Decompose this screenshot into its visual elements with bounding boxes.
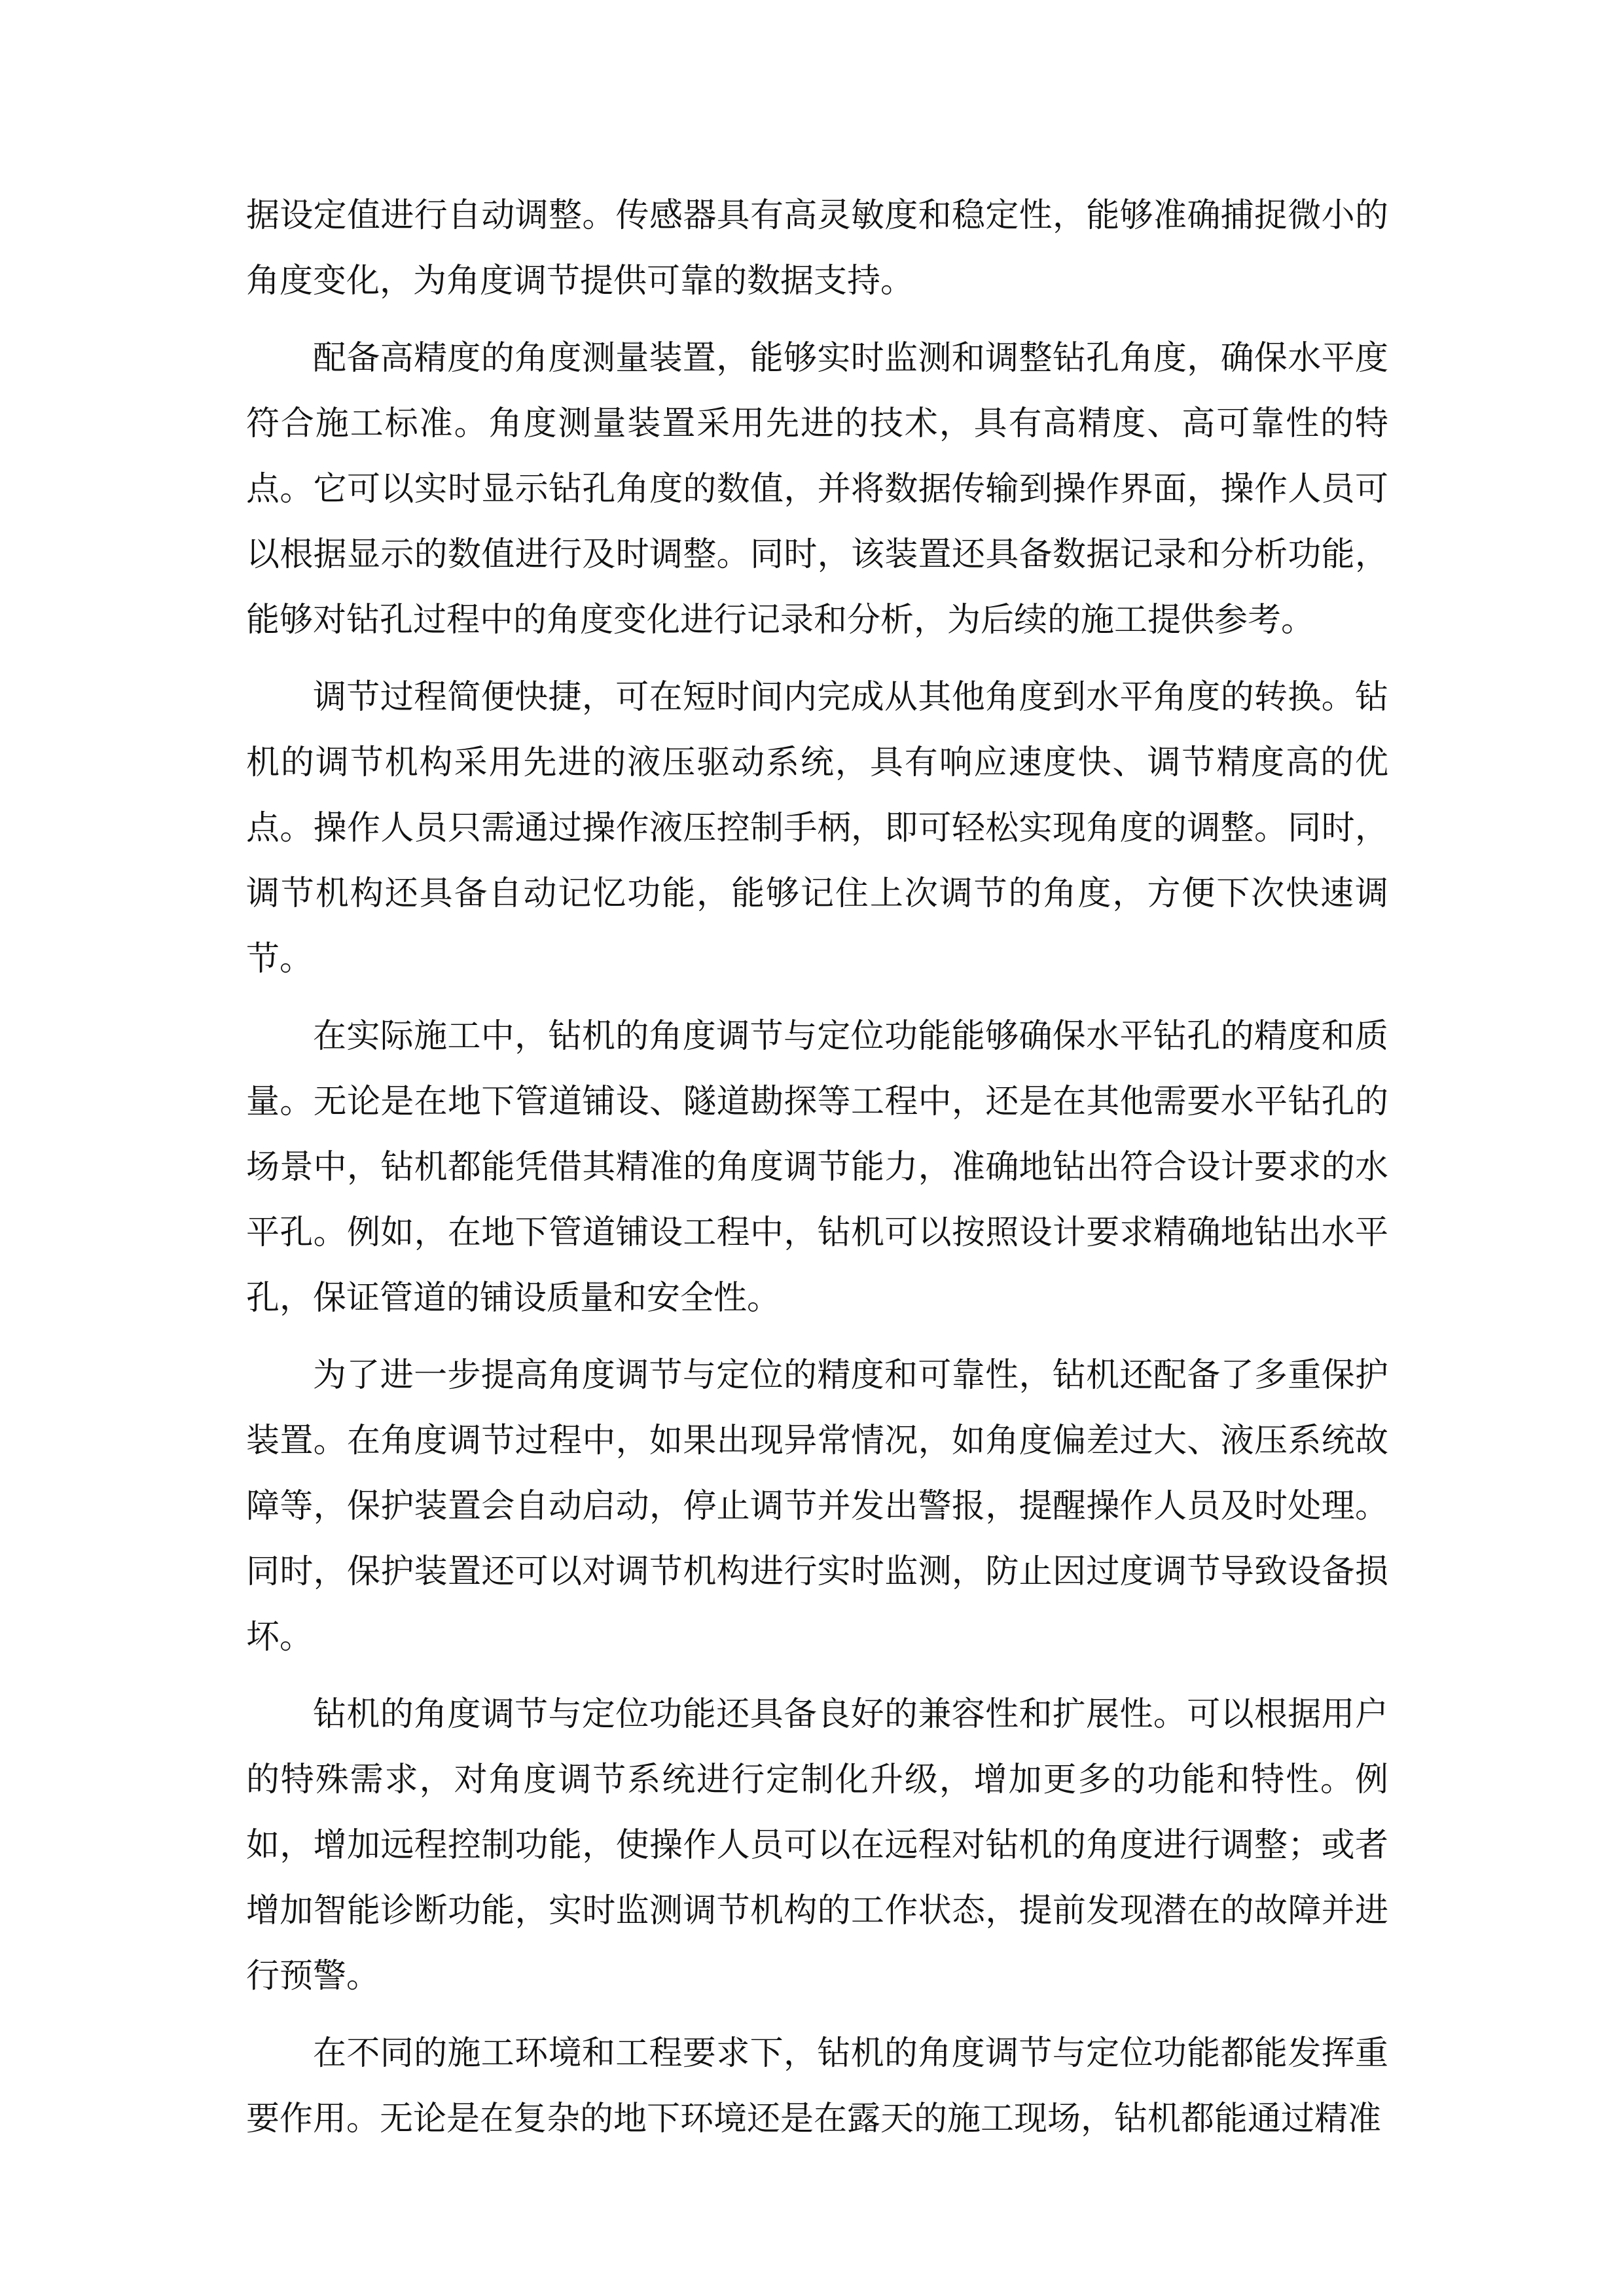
body-text	[246, 183, 1388, 2164]
paragraph: 在不同的施工环境和工程要求下，钻机的角度调节与定位功能都能发挥重要作用。无论是在复杂的地下环境还是在露天的施工现场，钻机都能通过精准	[246, 2034, 1388, 2138]
paragraph: 在实际施工中，钻机的角度调节与定位功能能够确保水平钻孔的精度和质量。无论是在地下管道铺设、隧道勘探等工程中，还是在其他需要水平钻孔的场景中，钻机都能凭借其精准的角度调节能力，准确地钻出符合设计要求的水平孔。例如，在地下管道铺设工程中，钻机可以按照设计要求精确地钻出水平孔，保证管道的铺设质量和安全性。	[246, 1017, 1388, 1318]
paragraph: 为了进一步提高角度调节与定位的精度和可靠性，钻机还配备了多重保护装置。在角度调节过程中，如果出现异常情况，如角度偏差过大、液压系统故障等，保护装置会自动启动，停止调节并发出警报，提醒操作人员及时处理。同时，保护装置还可以对调节机构进行实时监测，防止因过度调节导致设备损坏。	[246, 1356, 1388, 1657]
paragraph: 配备高精度的角度测量装置，能够实时监测和调整钻孔角度，确保水平度符合施工标准。角度测量装置采用先进的技术，具有高精度、高可靠性的特点。它可以实时显示钻孔角度的数值，并将数据传输到操作界面，操作人员可以根据显示的数值进行及时调整。同时，该装置还具备数据记录和分析功能，能够对钻孔过程中的角度变化进行记录和分析，为后续的施工提供参考。	[246, 339, 1388, 639]
paragraph: 调节过程简便快捷，可在短时间内完成从其他角度到水平角度的转换。钻机的调节机构采用先进的液压驱动系统，具有响应速度快、调节精度高的优点。操作人员只需通过操作液压控制手柄，即可轻松实现角度的调整。同时，调节机构还具备自动记忆功能，能够记住上次调节的角度，方便下次快速调节。	[246, 678, 1388, 978]
paragraph: 钻机的角度调节与定位功能还具备良好的兼容性和扩展性。可以根据用户的特殊需求，对角度调节系统进行定制化升级，增加更多的功能和特性。例如，增加远程控制功能，使操作人员可以在远程对钻机的角度进行调整；或者增加智能诊断功能，实时监测调节机构的工作状态，提前发现潜在的故障并进行预警。	[246, 1695, 1388, 1996]
paragraph: 据设定值进行自动调整。传感器具有高灵敏度和稳定性，能够准确捕捉微小的角度变化，为角度调节提供可靠的数据支持。	[246, 196, 1388, 300]
